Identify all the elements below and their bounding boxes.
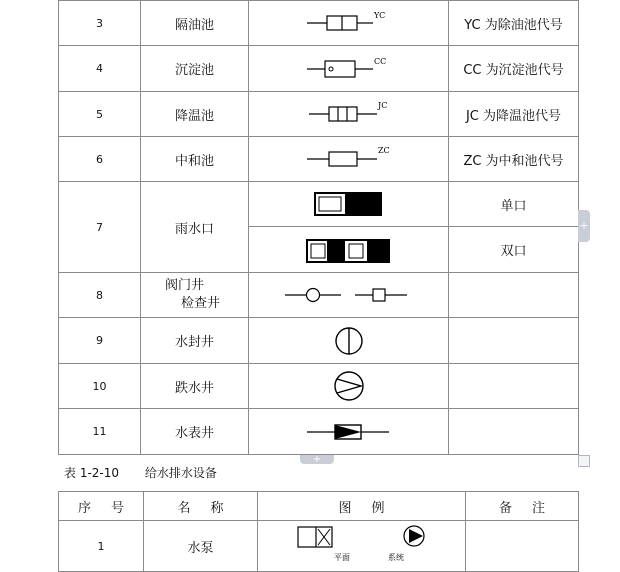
row-number: 9 — [59, 318, 141, 364]
table-row — [59, 318, 579, 364]
table-row — [59, 273, 579, 318]
row-note-double: 双口 — [449, 227, 579, 273]
header-legend: 图例 — [258, 492, 466, 521]
symbol-code: JC — [378, 101, 388, 110]
row-note — [449, 273, 579, 318]
drop-well-symbol — [249, 364, 449, 409]
row-number: 3 — [59, 1, 141, 46]
water-meter-well-symbol — [249, 409, 449, 455]
valve-well-label: 阀门井 — [165, 278, 205, 293]
row-name: 沉淀池 — [141, 46, 249, 92]
settling-tank-symbol — [249, 46, 449, 92]
table-header-row — [59, 492, 579, 521]
table-row — [59, 182, 579, 227]
row-note: CC 为沉淀池代号 — [449, 46, 579, 92]
table-title: 给水排水设备 — [144, 466, 217, 480]
row-note — [449, 364, 579, 409]
table-row — [59, 521, 579, 572]
row-name: 隔油池 — [141, 1, 249, 46]
row-name: 水表井 — [141, 409, 249, 455]
header-remarks: 备注 — [466, 492, 579, 521]
row-name: 雨水口 — [141, 182, 249, 273]
water-seal-well-symbol — [249, 318, 449, 364]
row-note: JC 为降温池代号 — [449, 92, 579, 137]
row-note — [449, 318, 579, 364]
row-note — [466, 521, 579, 572]
header-number: 序号 — [59, 492, 144, 521]
cooling-tank-symbol — [249, 92, 449, 137]
table-caption — [64, 464, 239, 481]
row-name: 水泵 — [144, 521, 258, 572]
row-note: YC 为除油池代号 — [449, 1, 579, 46]
table-row — [59, 46, 579, 92]
row-number: 5 — [59, 92, 141, 137]
table-row — [59, 137, 579, 182]
row-number: 4 — [59, 46, 141, 92]
row-note: ZC 为中和池代号 — [449, 137, 579, 182]
symbol-code: CC — [374, 56, 387, 66]
row-name: 降温池 — [141, 92, 249, 137]
double-inlet-symbol — [249, 227, 449, 273]
row-name — [141, 273, 249, 318]
legend-table — [58, 0, 579, 455]
pump-symbol — [258, 521, 466, 572]
grease-trap-symbol — [249, 1, 449, 46]
row-number: 10 — [59, 364, 141, 409]
table-row — [59, 1, 579, 46]
row-number: 8 — [59, 273, 141, 318]
plan-label: 平面 — [334, 553, 350, 562]
row-number: 6 — [59, 137, 141, 182]
table-row — [59, 92, 579, 137]
row-name: 跌水井 — [141, 364, 249, 409]
row-name: 水封井 — [141, 318, 249, 364]
equipment-table — [58, 491, 579, 572]
row-number: 1 — [59, 521, 144, 572]
symbol-code: YC — [374, 11, 386, 20]
valve-inspection-well-symbol — [249, 273, 449, 318]
row-note — [449, 409, 579, 455]
symbol-code: ZC — [378, 146, 390, 155]
single-inlet-symbol — [249, 182, 449, 227]
system-label: 系统 — [388, 553, 404, 562]
row-number: 11 — [59, 409, 141, 455]
bottom-expand-handle[interactable]: + — [300, 455, 334, 464]
header-name: 名称 — [144, 492, 258, 521]
row-note-single: 单口 — [449, 182, 579, 227]
table-row — [59, 364, 579, 409]
resize-corner-icon[interactable] — [578, 455, 590, 467]
row-name: 中和池 — [141, 137, 249, 182]
table-number: 表 1-2-10 — [64, 466, 120, 480]
row-number: 7 — [59, 182, 141, 273]
inspection-well-label: 检查井 — [181, 296, 221, 311]
table-row — [59, 409, 579, 455]
side-expand-handle[interactable]: + — [578, 210, 590, 242]
neutralization-tank-symbol — [249, 137, 449, 182]
